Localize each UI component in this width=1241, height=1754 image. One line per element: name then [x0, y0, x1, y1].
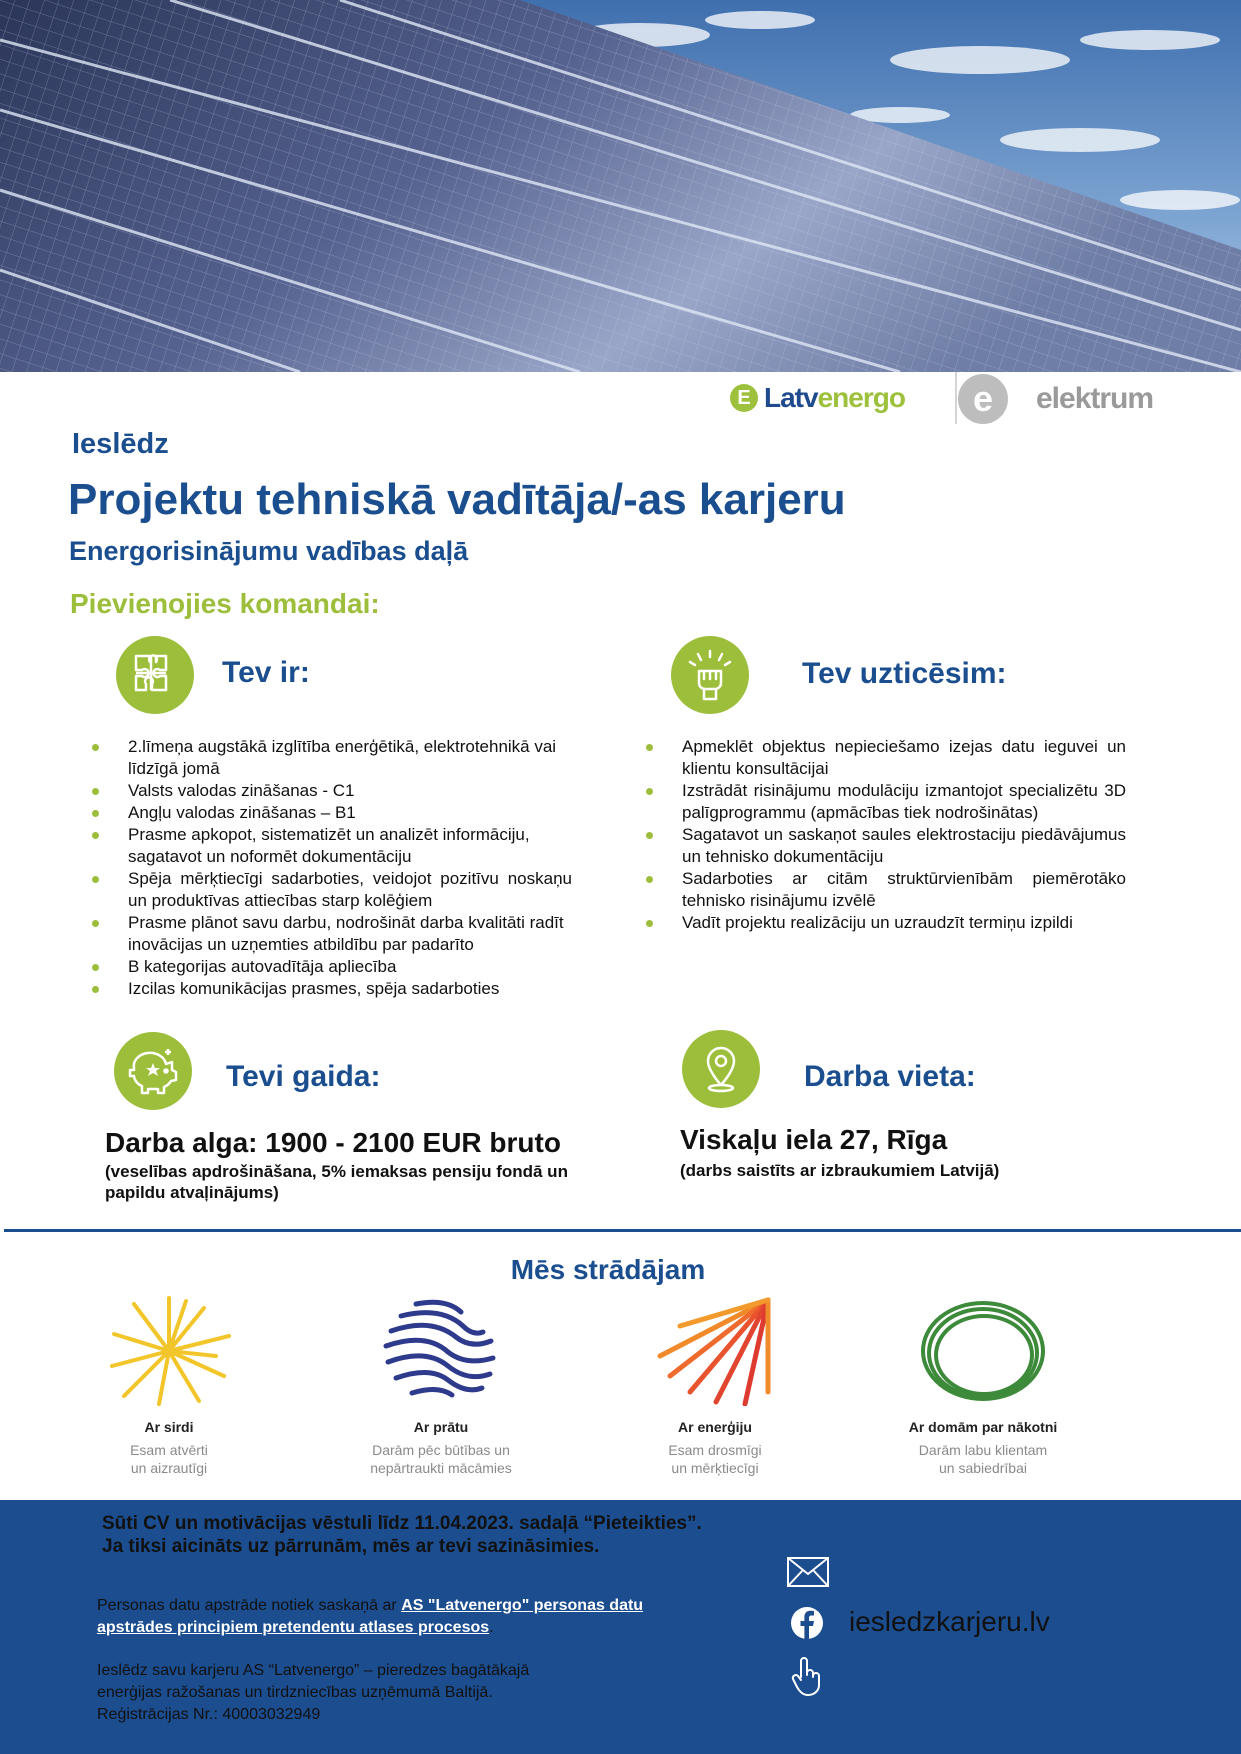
sun-burst-icon — [104, 1296, 234, 1406]
value-title: Ar prātu — [413, 1419, 469, 1435]
location-pin-icon — [682, 1030, 760, 1108]
latvenergo-logo-part2: energo — [817, 382, 905, 413]
value-line2: un mērķtiecīgi — [671, 1460, 759, 1476]
latvenergo-logo-mark-icon: E — [730, 384, 758, 412]
career-site-link[interactable]: iesledzkarjeru.lv — [849, 1606, 1050, 1637]
list-item: Angļu valodas zināšanas – B1 — [92, 802, 572, 824]
apply-line2: Ja tiksi aicināts uz pārrunām, mēs ar tevi sazināsimies. — [102, 1536, 600, 1557]
tev-ir-heading: Tev ir: — [222, 656, 310, 689]
tevi-gaida-heading: Tevi gaida: — [226, 1060, 381, 1093]
list-item: Sagatavot un saskaņot saules elektrostaciju piedāvājumus un tehnisko dokumentāciju — [646, 824, 1126, 868]
latvenergo-logo — [730, 378, 905, 418]
list-item: Sadarboties ar citām struktūrvienībām piemērotāko tehnisko risinājumu izvēlē — [646, 868, 1126, 912]
list-item: Prasme apkopot, sistematizēt un analizēt informāciju, sagatavot un noformēt dokumentāciju — [92, 824, 572, 868]
value-line1: Darām labu klientam — [918, 1442, 1048, 1458]
list-item: Spēja mērķtiecīgi sadarboties, veidojot pozitīvu noskaņu un produktīvas attiecības starp kolēģiem — [92, 868, 572, 912]
uzticesim-heading: Tev uzticēsim: — [802, 657, 1007, 690]
mail-icon[interactable] — [787, 1557, 829, 1592]
value-line2: un aizrautīgi — [130, 1460, 208, 1476]
facebook-icon[interactable] — [790, 1606, 824, 1645]
kicker: Ieslēdz — [72, 428, 169, 460]
elektrum-logo — [958, 374, 1153, 424]
value-title: Ar sirdi — [144, 1419, 194, 1435]
join-heading: Pievienojies komandai: — [70, 588, 380, 619]
apply-instructions — [102, 1512, 702, 1558]
value-ar-pratu — [311, 1296, 571, 1477]
list-item: Izcilas komunikācijas prasmes, spēja sadarboties — [92, 978, 572, 1000]
list-item: Apmeklēt objektus nepieciešamo izejas datu ieguvei un klientu konsultācijai — [646, 736, 1126, 780]
elektrum-logo-word: elektrum — [1036, 382, 1154, 415]
logo-divider — [955, 372, 957, 424]
tev-ir-list — [92, 736, 572, 1000]
privacy-policy-link[interactable]: AS "Latvenergo" personas datu apstrādes principiem pretendentu atlases procesos — [97, 1597, 644, 1636]
work-address: Viskaļu iela 27, Rīga — [680, 1124, 948, 1155]
piggy-bank-icon — [114, 1032, 192, 1110]
privacy-note: Personas datu apstrāde notiek saskaņā ar AS "Latvenergo" personas datu apstrādes principiem pretendentu atlases procesos. — [97, 1597, 644, 1636]
raised-fist-icon — [671, 636, 749, 714]
page-subtitle: Energorisinājumu vadības daļā — [69, 536, 469, 566]
pointer-hand-icon[interactable] — [791, 1655, 821, 1702]
wave-lines-icon — [376, 1296, 506, 1406]
apply-line1: Sūti CV un motivācijas vēstuli līdz 11.04.2023. sadaļā “Pieteikties”. — [102, 1513, 702, 1534]
list-item: Valsts valodas zināšanas - C1 — [92, 780, 572, 802]
puzzle-icon — [116, 636, 194, 714]
section-divider — [4, 1229, 1241, 1232]
value-ar-sirdi — [39, 1296, 299, 1477]
elektrum-logo-mark-icon: e — [958, 374, 1008, 424]
rings-icon — [918, 1296, 1048, 1406]
values-heading: Mēs strādājam — [510, 1254, 706, 1285]
value-line2: nepārtraukti mācāmies — [370, 1460, 512, 1476]
list-item: B kategorijas autovadītāja apliecība — [92, 956, 572, 978]
travel-note: (darbs saistīts ar izbraukumiem Latvijā) — [680, 1161, 1000, 1180]
list-item: Prasme plānot savu darbu, nodrošināt darba kvalitāti radīt inovācijas un uzņemties atbildību par padarīto — [92, 912, 572, 956]
value-ar-domam-par-nakotni — [853, 1296, 1113, 1477]
value-ar-energiju — [585, 1296, 845, 1477]
value-line2: un sabiedrībai — [939, 1460, 1027, 1476]
benefits-note: (veselības apdrošināšana, 5% iemaksas pensiju fondā un papildu atvaļinājums) — [105, 1162, 568, 1202]
value-line1: Esam atvērti — [130, 1442, 208, 1458]
value-title: Ar domām par nākotni — [908, 1419, 1058, 1435]
uzticesim-list — [646, 736, 1126, 934]
registration-number: Reģistrācijas Nr.: 40003032949 — [97, 1706, 321, 1723]
darba-vieta-heading: Darba vieta: — [804, 1060, 976, 1093]
value-line1: Esam drosmīgi — [668, 1442, 762, 1458]
list-item: Vadīt projektu realizāciju un uzraudzīt termiņu izpildi — [646, 912, 1126, 934]
list-item: Izstrādāt risinājumu modulāciju izmantojot specializētu 3D palīgprogrammu (apmācības tiek nodrošinātas) — [646, 780, 1126, 824]
hero-solar-panels-image — [0, 0, 1241, 372]
salary-text: Darba alga: 1900 - 2100 EUR bruto — [105, 1127, 561, 1158]
latvenergo-logo-part1: Latv — [764, 382, 818, 413]
list-item: 2.līmeņa augstākā izglītība enerģētikā, elektrotehnikā vai līdzīgā jomā — [92, 736, 572, 780]
page-title: Projektu tehniskā vadītāja/-as karjeru — [68, 475, 846, 524]
energy-rays-icon — [650, 1296, 780, 1406]
company-about: Ieslēdz savu karjeru AS “Latvenergo” – pieredzes bagātākajā enerģijas ražošanas un tirdzniecības uzņēmumā Baltijā. Reģistrācijas Nr.: 40003032949 — [97, 1660, 657, 1726]
value-line1: Darām pēc būtības un — [372, 1442, 510, 1458]
value-title: Ar enerģiju — [678, 1419, 752, 1435]
